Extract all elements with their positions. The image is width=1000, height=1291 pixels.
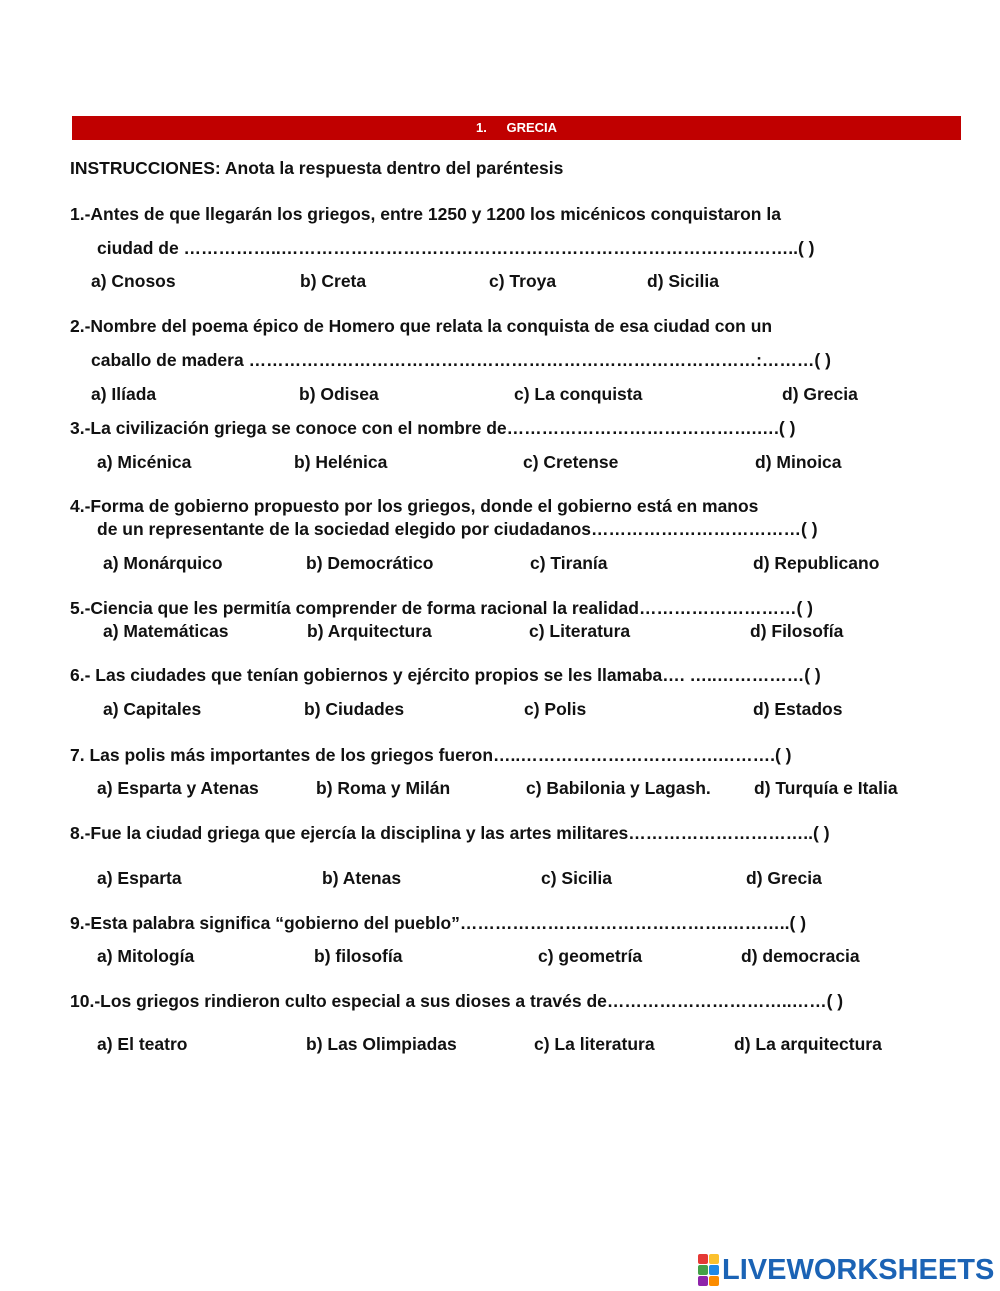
question-4-option-c: c) Tiranía — [530, 553, 608, 573]
question-3-option-b: b) Helénica — [294, 452, 388, 472]
question-3-option-c: c) Cretense — [523, 452, 619, 472]
question-9-text: 9.-Esta palabra significa “gobierno del pueblo”……………………………………….………..( ) — [70, 913, 807, 933]
logo-icon-cell — [698, 1254, 708, 1264]
question-9-option-d: d) democracia — [741, 946, 860, 966]
question-2-text: 2.-Nombre del poema épico de Homero que relata la conquista de esa ciudad con un — [70, 316, 773, 336]
question-6-option-a: a) Capitales — [103, 699, 202, 719]
question-10-option-d: d) La arquitectura — [734, 1034, 882, 1054]
question-6-option-c: c) Polis — [524, 699, 587, 719]
logo-text: LIVEWORKSHEETS — [722, 1253, 995, 1286]
question-4-answer-line: de un representante de la sociedad elegido por ciudadanos………………………………( ) — [97, 519, 818, 539]
question-7-option-a: a) Esparta y Atenas — [97, 778, 259, 798]
question-8-text: 8.-Fue la ciudad griega que ejercía la disciplina y las artes militares…………………………..( ) — [70, 823, 830, 843]
question-4-text: 4.-Forma de gobierno propuesto por los griegos, donde el gobierno está en manos — [70, 496, 759, 516]
question-2-option-c: c) La conquista — [514, 384, 643, 404]
question-8-option-a: a) Esparta — [97, 868, 182, 888]
instructions: INSTRUCCIONES: Anota la respuesta dentro del paréntesis — [70, 158, 564, 178]
question-4-option-d: d) Republicano — [753, 553, 880, 573]
question-5-text: 5.-Ciencia que les permitía comprender de forma racional la realidad………………………( ) — [70, 598, 813, 618]
question-1-answer-line: ciudad de ……………..……………………………………………………………………………..( ) — [97, 238, 815, 258]
question-3-option-a: a) Micénica — [97, 452, 192, 472]
question-6-option-b: b) Ciudades — [304, 699, 405, 719]
logo-icon-cell — [709, 1265, 719, 1275]
liveworksheets-logo-icon — [698, 1254, 719, 1286]
question-1-option-d: d) Sicilia — [647, 271, 719, 291]
question-6-text: 6.- Las ciudades que tenían gobiernos y ejército propios se les llamaba…. …..……………( ) — [70, 665, 821, 685]
logo-icon-cell — [709, 1254, 719, 1264]
question-10-option-a: a) El teatro — [97, 1034, 188, 1054]
question-8-option-b: b) Atenas — [322, 868, 402, 888]
question-1-option-c: c) Troya — [489, 271, 557, 291]
question-2-option-a: a) Ilíada — [91, 384, 157, 404]
question-10-text: 10.-Los griegos rindieron culto especial a sus dioses a través de…………………………..……( ) — [70, 991, 844, 1011]
question-8-option-c: c) Sicilia — [541, 868, 613, 888]
logo-icon-cell — [698, 1265, 708, 1275]
question-9-option-b: b) filosofía — [314, 946, 403, 966]
question-7-option-d: d) Turquía e Italia — [754, 778, 898, 798]
question-3-option-d: d) Minoica — [755, 452, 842, 472]
logo-icon-cell — [709, 1276, 719, 1286]
question-6-option-d: d) Estados — [753, 699, 843, 719]
banner-title: GRECIA — [506, 120, 558, 135]
question-2-option-d: d) Grecia — [782, 384, 858, 404]
question-2-answer-line: caballo de madera ……………………………………………………………………………:………( ) — [91, 350, 831, 370]
question-4-option-a: a) Monárquico — [103, 553, 223, 573]
question-9-option-c: c) geometría — [538, 946, 643, 966]
question-2-option-b: b) Odisea — [299, 384, 379, 404]
question-5-option-b: b) Arquitectura — [307, 621, 432, 641]
question-8-option-d: d) Grecia — [746, 868, 822, 888]
question-5-option-d: d) Filosofía — [750, 621, 844, 641]
question-5-option-c: c) Literatura — [529, 621, 631, 641]
question-1-text: 1.-Antes de que llegarán los griegos, entre 1250 y 1200 los micénicos conquistaron la — [70, 204, 781, 224]
question-1-option-b: b) Creta — [300, 271, 367, 291]
question-7-option-b: b) Roma y Milán — [316, 778, 451, 798]
question-7-option-c: c) Babilonia y Lagash. — [526, 778, 711, 798]
section-banner — [72, 116, 961, 140]
question-10-option-c: c) La literatura — [534, 1034, 655, 1054]
question-4-option-b: b) Democrático — [306, 553, 434, 573]
question-7-text: 7. Las polis más importantes de los griegos fueron…..…………………………….……….( ) — [70, 745, 792, 765]
banner-number: 1. — [475, 120, 487, 135]
question-10-option-b: b) Las Olimpiadas — [306, 1034, 457, 1054]
question-9-option-a: a) Mitología — [97, 946, 195, 966]
liveworksheets-logo[interactable] — [698, 1253, 994, 1287]
logo-icon-cell — [698, 1276, 708, 1286]
question-5-option-a: a) Matemáticas — [103, 621, 229, 641]
question-3-text: 3.-La civilización griega se conoce con el nombre de…………………………………….….( ) — [70, 418, 796, 438]
question-1-option-a: a) Cnosos — [91, 271, 176, 291]
